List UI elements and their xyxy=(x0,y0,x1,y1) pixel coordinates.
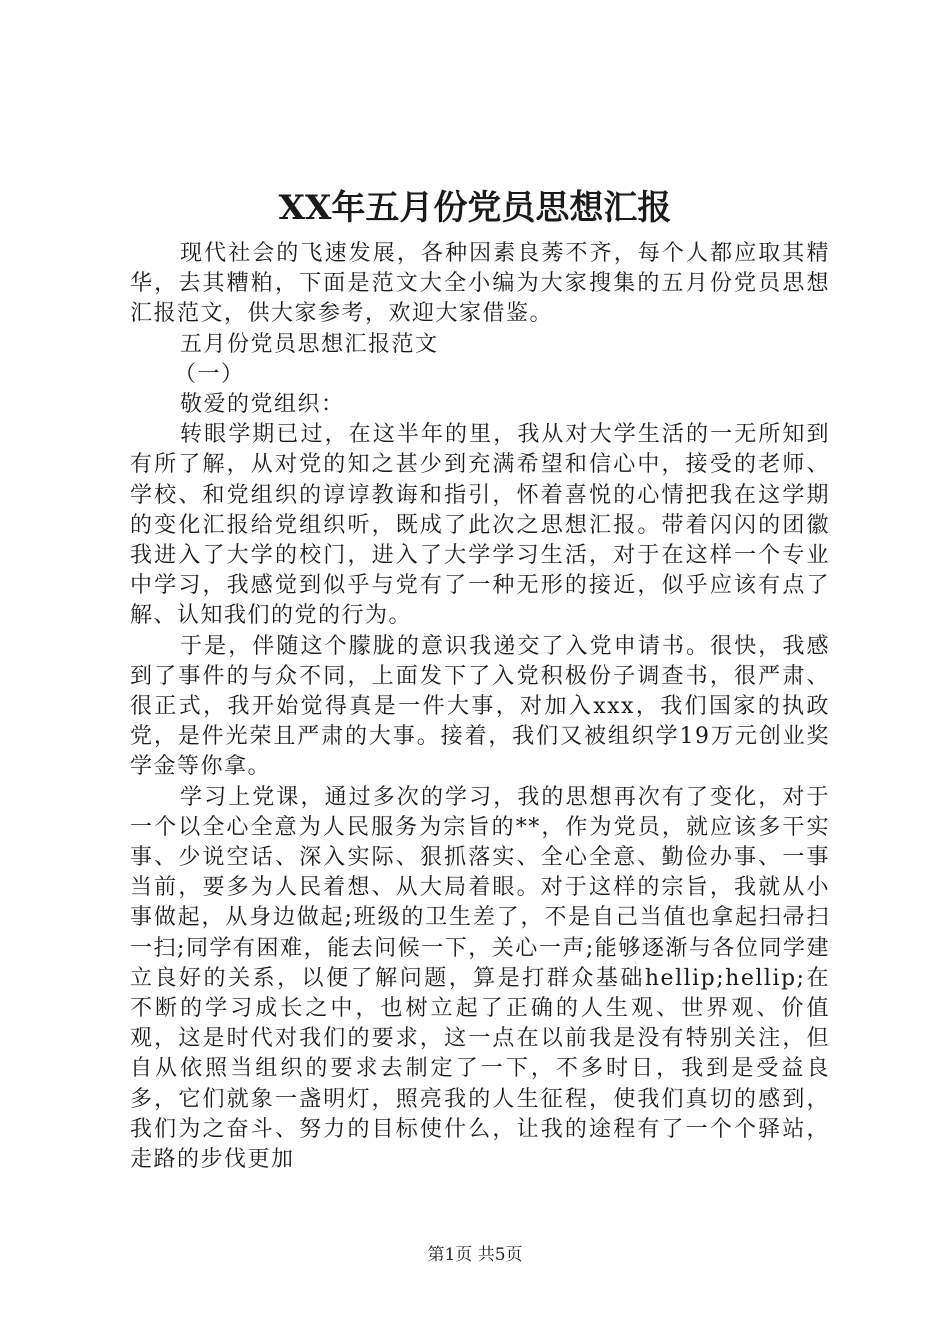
paragraph-body-1: 转眼学期已过，在这半年的里，我从对大学生活的一无所知到有所了解，从对党的知之甚少到充满希望和信心中，接受的老师、学校、和党组织的谆谆教诲和指引，怀着喜悦的心情把我在这学期的变化汇报给党组织听，既成了此次之思想汇报。带着闪闪的团徽我进入了大学的校门，进入了大学学习生活，对于在这样一个专业中学习，我感觉到似乎与党有了一种无形的接近，似乎应该有点了解、认知我们的党的行为。 xyxy=(130,422,830,629)
paragraph-salutation: 敬爱的党组织： xyxy=(180,392,345,418)
paragraph-body-3: 学习上党课，通过多次的学习，我的思想再次有了变化，对于一个以全心全意为人民服务为宗旨的**，作为党员，就应该多干实事、少说空话、深入实际、狠抓落实、全心全意、勤俭办事、一事当前，要多为人民着想、从大局着眼。对于这样的宗旨，我就从小事做起，从身边做起;班级的卫生差了，不是自己当值也拿起扫帚扫一扫;同学有困难，能去问候一下，关心一声;能够逐渐与各位同学建立良好的关系，以便了解问题，算是打群众基础hellip;hellip;在不断的学习成长之中，也树立起了正确的人生观、世界观、价值观，这是时代对我们的要求，这一点在以前我是没有特别关注，但自从依照当组织的要求去制定了一下，不多时日，我到是受益良多，它们就象一盏明灯，照亮我的人生征程，使我们真切的感到，我们为之奋斗、努力的目标使什么，让我的途程有了一个个驿站，走路的步伐更加 xyxy=(130,784,830,1173)
paragraph-intro: 现代社会的飞速发展，各种因素良莠不齐，每个人都应取其精华，去其糟粕，下面是范文大全小编为大家搜集的五月份党员思想汇报范文，供大家参考，欢迎大家借鉴。 xyxy=(130,241,830,327)
paragraph-heading: 五月份党员思想汇报范文 xyxy=(180,331,439,357)
page-footer: 第1页 共5页 xyxy=(427,1245,523,1265)
document-body xyxy=(130,239,830,1175)
paragraph-body-2: 于是，伴随这个朦胧的意识我递交了入党申请书。很快，我感到了事件的与众不同，上面发下了入党积极份子调查书，很严肃、很正式，我开始觉得真是一件大事，对加入xxx，我们国家的执政党，是件光荣且严肃的大事。接着，我们又被组织学19万元创业奖学金等你拿。 xyxy=(130,633,830,780)
document-title: XX年五月份党员思想汇报 xyxy=(278,188,672,228)
paragraph-section-number: （一） xyxy=(174,361,245,387)
